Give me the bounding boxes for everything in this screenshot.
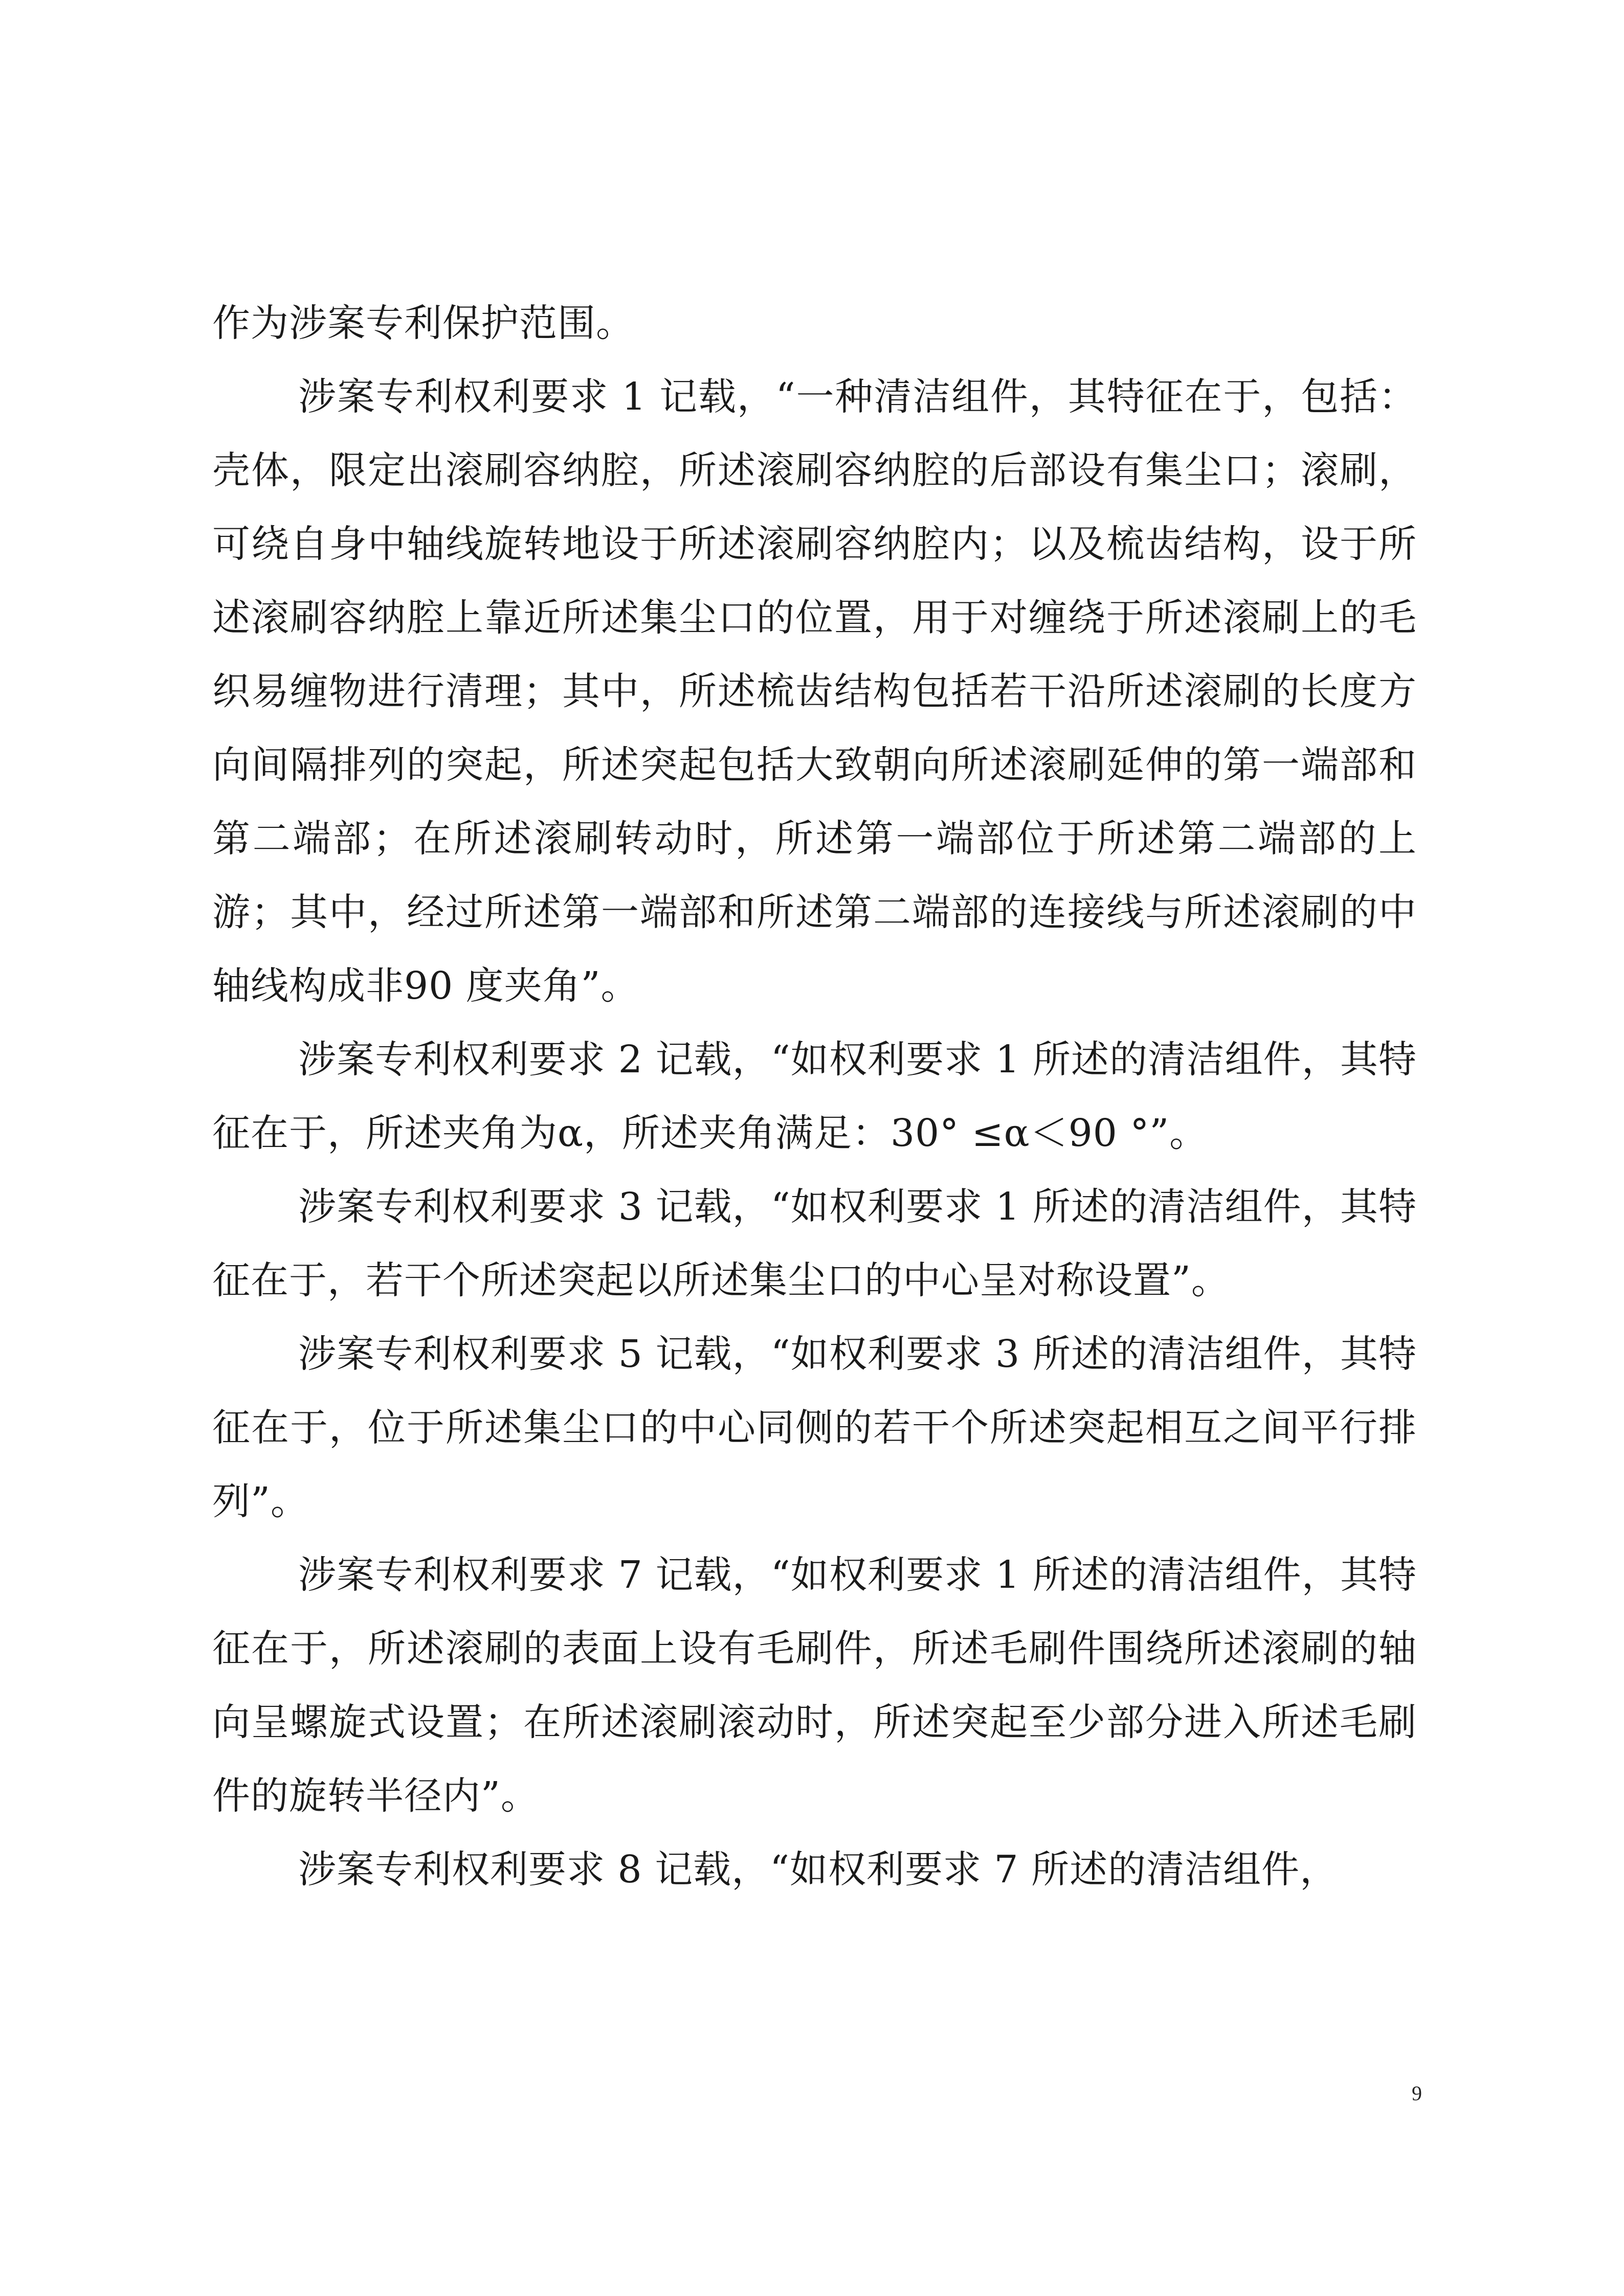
paragraph-continuation: 作为涉案专利保护范围。 (212, 301, 634, 345)
paragraph-claim-3: 涉案专利权利要求 3 记载，“如权利要求 1 所述的清洁组件，其特征在于，若干个所述突起以所述集尘口的中心呈对称设置”。 (212, 1185, 1417, 1302)
paragraph-claim-5: 涉案专利权利要求 5 记载，“如权利要求 3 所述的清洁组件，其特征在于，位于所述集尘口的中心同侧的若干个所述突起相互之间平行排列”。 (212, 1332, 1417, 1523)
paragraph-claim-1: 涉案专利权利要求 1 记载，“一种清洁组件，其特征在于，包括：壳体，限定出滚刷容纳腔，所述滚刷容纳腔的后部设有集尘口；滚刷，可绕自身中轴线旋转地设于所述滚刷容纳腔内；以及梳齿结构，设于所述滚刷容纳腔上靠近所述集尘口的位置，用于对缠绕于所述滚刷上的毛织易缠物进行清理；其中，所述梳齿结构包括若干沿所述滚刷的长度方向间隔排列的突起，所述突起包括大致朝向所述滚刷延伸的第一端部和第二端部；在所述滚刷转动时，所述第一端部位于所述第二端部的上游；其中，经过所述第一端部和所述第二端部的连接线与所述滚刷的中轴线构成非90 度夹角”。 (212, 375, 1417, 1008)
paragraph-claim-7: 涉案专利权利要求 7 记载，“如权利要求 1 所述的清洁组件，其特征在于，所述滚刷的表面上设有毛刷件，所述毛刷件围绕所述滚刷的轴向呈螺旋式设置；在所述滚刷滚动时，所述突起至少部分进入所述毛刷件的旋转半径内”。 (212, 1553, 1417, 1818)
page-number: 9 (1412, 2082, 1422, 2105)
paragraph-claim-8: 涉案专利权利要求 8 记载，“如权利要求 7 所述的清洁组件， (298, 1848, 1339, 1892)
document-body (212, 286, 1417, 1906)
paragraph-claim-2: 涉案专利权利要求 2 记载，“如权利要求 1 所述的清洁组件，其特征在于，所述夹角为α，所述夹角满足：30° ≤α＜90 °”。 (212, 1038, 1417, 1155)
